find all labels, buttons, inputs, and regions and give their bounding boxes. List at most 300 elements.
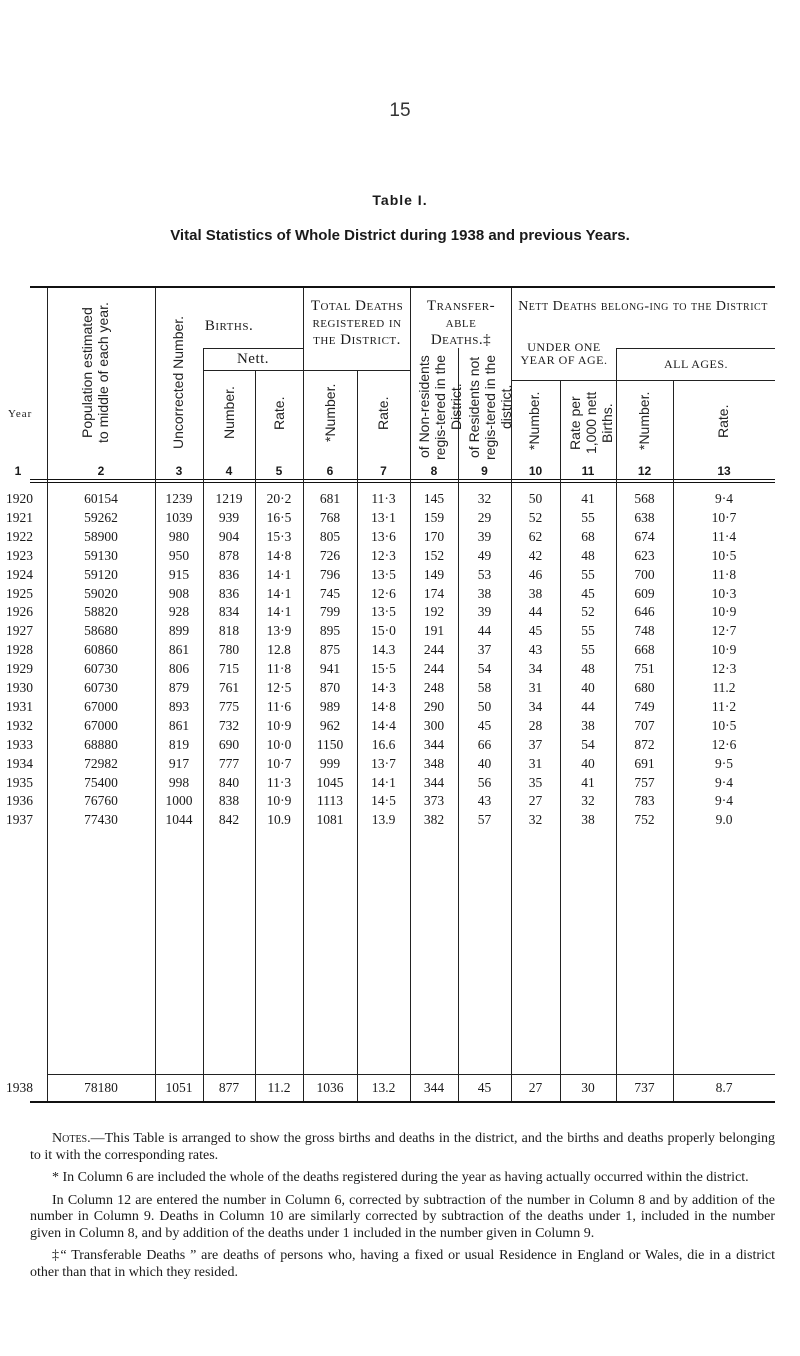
cell-residents-not: 40: [477, 755, 492, 771]
cell-population: 58820: [84, 604, 118, 620]
cell-nett-births-rate: 13·9: [266, 623, 292, 639]
cell-uncorrected-births: 861: [168, 642, 190, 658]
cell-deaths-number: 1113: [317, 793, 343, 809]
cell-nett-births-number: 775: [218, 698, 240, 714]
cell-non-residents: 373: [423, 793, 445, 809]
cell-nett-births-number: 690: [218, 736, 240, 752]
column-number: 5: [275, 464, 283, 478]
cell-year: 1925: [6, 585, 33, 601]
cell-population: 58900: [84, 528, 118, 544]
cell-nett-births-rate: 10.9: [267, 812, 291, 828]
cell-uncorrected-births: 998: [168, 774, 190, 790]
deaths-number-header: *Number.: [322, 383, 338, 443]
cell-nett-births-number: 836: [218, 566, 240, 582]
cell-deaths-rate: 15·5: [371, 661, 396, 677]
cell-all-ages-number: 638: [634, 509, 655, 525]
cell-deaths-number: 796: [319, 566, 341, 582]
cell-uncorrected-births: 806: [168, 661, 190, 677]
cell-nett-births-number: 877: [218, 1080, 240, 1095]
cell-under-one-number: 31: [528, 680, 543, 695]
cell-nett-births-rate: 12.8: [267, 642, 291, 658]
cell-nett-births-number: 761: [218, 680, 240, 695]
cell-non-residents: 244: [423, 642, 445, 658]
cell-residents-not: 39: [477, 528, 492, 544]
cell-population: 60154: [84, 491, 118, 506]
cell-residents-not: 58: [477, 680, 492, 695]
nett-sub-rule: [203, 370, 303, 371]
cell-all-ages-rate: 8.7: [715, 1080, 733, 1095]
notes-label: Notes.: [52, 1131, 91, 1146]
cell-uncorrected-births: 1039: [165, 509, 193, 525]
cell-population: 59120: [84, 566, 118, 582]
cell-non-residents: 248: [423, 680, 445, 695]
top-rule: [30, 286, 775, 288]
cell-under-one-number: 62: [528, 528, 543, 544]
cell-nett-births-number: 715: [218, 661, 240, 677]
cell-residents-not: 49: [477, 547, 492, 563]
cell-nett-births-number: 838: [218, 793, 240, 809]
column-number: 12: [637, 464, 652, 478]
cell-deaths-number: 1036: [316, 1080, 344, 1095]
cell-all-ages-rate: 9·4: [715, 774, 733, 790]
cell-year: 1936: [6, 793, 33, 809]
cell-all-ages-number: 707: [634, 717, 655, 733]
cell-population: 60860: [84, 642, 118, 658]
cell-all-ages-rate: 10·7: [711, 509, 737, 525]
cell-population: 78180: [84, 1080, 118, 1095]
all-ages-rate-header: Rate.: [715, 404, 731, 438]
cell-year: 1938: [6, 1080, 33, 1095]
cell-under-one-rate: 55: [581, 623, 595, 639]
cell-all-ages-rate: 10·5: [711, 717, 737, 733]
bottom-rule: [30, 1101, 775, 1103]
cell-all-ages-rate: 11.2: [712, 680, 736, 695]
all-ages-header: ALL AGES.: [663, 357, 729, 371]
cell-uncorrected-births: 861: [168, 717, 190, 733]
note-1-text: —This Table is arranged to show the gross births and deaths in the district, and the births and deaths properly belonging to it with the corresponding rates.: [30, 1131, 775, 1163]
cell-nett-births-number: 840: [218, 774, 240, 790]
cell-under-one-number: 52: [528, 509, 543, 525]
uncorrected-number-header: Uncorrected Number.: [170, 315, 186, 449]
cell-year: 1933: [6, 736, 33, 752]
under-one-sub-rule: [511, 380, 616, 381]
cell-under-one-number: 31: [528, 755, 543, 771]
cell-uncorrected-births: 879: [168, 680, 190, 695]
cell-year: 1927: [6, 623, 33, 639]
cell-non-residents: 382: [423, 812, 445, 828]
cell-nett-births-number: 878: [218, 547, 240, 563]
cell-nett-births-rate: 14·1: [266, 604, 292, 620]
cell-population: 72982: [84, 755, 118, 771]
cell-under-one-number: 44: [528, 604, 543, 620]
cell-under-one-rate: 68: [581, 528, 595, 544]
cell-population: 59130: [84, 547, 118, 563]
cell-population: 77430: [84, 812, 118, 828]
cell-deaths-number: 799: [319, 604, 341, 620]
cell-all-ages-number: 668: [634, 642, 655, 658]
row-1937-rule: [47, 1074, 775, 1075]
cell-nett-births-rate: 14·1: [266, 585, 292, 601]
column-number: 10: [528, 464, 543, 478]
cell-residents-not: 43: [477, 793, 492, 809]
column-number: 3: [175, 464, 183, 478]
cell-uncorrected-births: 899: [168, 623, 190, 639]
cell-deaths-rate: 14·8: [371, 698, 396, 714]
cell-under-one-number: 38: [528, 585, 543, 601]
note-1: [30, 1131, 775, 1164]
cell-nett-births-number: 818: [218, 623, 240, 639]
cell-deaths-number: 745: [319, 585, 341, 601]
under-one-number-header: *Number.: [526, 391, 542, 451]
transferable-deaths-header: Transfer-able Deaths.‡: [426, 298, 496, 348]
column-number: 13: [717, 464, 731, 478]
note-4: ‡“ Transferable Deaths ” are deaths of persons who, having a fixed or usual Residence in England or Wales, die in a district other than that in which they resided.: [30, 1248, 775, 1280]
cell-nett-births-rate: 20·2: [266, 491, 292, 506]
cell-all-ages-rate: 10·9: [711, 642, 737, 658]
deaths-sub-rule: [303, 370, 410, 371]
cell-nett-births-rate: 16·5: [266, 509, 292, 525]
cell-all-ages-rate: 11·4: [711, 528, 737, 544]
cell-non-residents: 149: [423, 566, 445, 582]
cell-uncorrected-births: 928: [168, 604, 190, 620]
cell-nett-births-rate: 14·8: [266, 547, 292, 563]
cell-uncorrected-births: 819: [168, 736, 190, 752]
cell-residents-not: 44: [477, 623, 492, 639]
cell-year: 1929: [6, 661, 33, 677]
rate-per-1000-header: Rate per 1,000 nett Births.: [567, 391, 615, 455]
cell-under-one-rate: 41: [581, 491, 595, 506]
cell-year: 1932: [6, 717, 33, 733]
nett-header: Nett.: [236, 351, 270, 367]
cell-nett-births-number: 939: [218, 509, 240, 525]
cell-non-residents: 344: [423, 736, 445, 752]
cell-residents-not: 45: [477, 1080, 492, 1095]
cell-all-ages-rate: 10·9: [711, 604, 737, 620]
cell-under-one-rate: 48: [581, 661, 595, 677]
cell-under-one-number: 27: [528, 1080, 543, 1095]
cell-deaths-rate: 14·4: [371, 717, 396, 733]
cell-non-residents: 290: [423, 698, 445, 714]
cell-nett-births-number: 732: [218, 717, 240, 733]
cell-residents-not: 56: [477, 774, 492, 790]
total-deaths-header: Total Deaths registered in the District.: [310, 298, 404, 348]
cell-uncorrected-births: 908: [168, 585, 190, 601]
all-ages-number-header: *Number.: [636, 391, 652, 451]
cell-deaths-rate: 16.6: [371, 736, 396, 752]
cell-deaths-rate: 13.9: [371, 812, 396, 828]
births-header: Births.: [204, 318, 254, 334]
cell-nett-births-number: 842: [218, 812, 240, 828]
cell-deaths-number: 1081: [316, 812, 344, 828]
nett-rate-header: Rate.: [271, 396, 287, 430]
cell-under-one-number: 43: [528, 642, 543, 658]
cell-uncorrected-births: 917: [168, 755, 190, 771]
cell-nett-births-number: 836: [218, 585, 240, 601]
cell-year: 1923: [6, 547, 33, 563]
cell-deaths-number: 895: [319, 623, 341, 639]
cell-deaths-rate: 14·1: [371, 774, 396, 790]
cell-residents-not: 50: [477, 698, 492, 714]
cell-all-ages-rate: 9·5: [715, 755, 733, 771]
cell-deaths-number: 768: [319, 509, 341, 525]
cell-residents-not: 32: [477, 491, 492, 506]
cell-under-one-rate: 55: [581, 566, 595, 582]
cell-all-ages-number: 748: [634, 623, 655, 639]
cell-year: 1928: [6, 642, 33, 658]
cell-non-residents: 191: [423, 623, 445, 639]
all-ages-sub-rule: [616, 380, 775, 381]
cell-residents-not: 66: [477, 736, 492, 752]
population-header: Population estimated to middle of each year.: [79, 302, 111, 443]
cell-all-ages-number: 680: [634, 680, 655, 695]
cell-deaths-number: 870: [319, 680, 341, 695]
cell-all-ages-number: 700: [634, 566, 655, 582]
cell-year: 1930: [6, 680, 33, 695]
cell-uncorrected-births: 950: [168, 547, 190, 563]
cell-all-ages-rate: 12·6: [711, 736, 737, 752]
cell-uncorrected-births: 980: [168, 528, 190, 544]
cell-non-residents: 159: [423, 509, 445, 525]
cell-all-ages-rate: 9.0: [715, 812, 733, 828]
cell-all-ages-rate: 11·2: [711, 698, 737, 714]
cell-under-one-rate: 38: [581, 717, 595, 733]
cell-deaths-rate: 13·6: [371, 528, 396, 544]
cell-all-ages-number: 872: [634, 736, 655, 752]
cell-under-one-rate: 52: [581, 604, 595, 620]
cell-under-one-rate: 41: [581, 774, 595, 790]
cell-under-one-rate: 54: [581, 736, 595, 752]
cell-deaths-number: 962: [319, 717, 341, 733]
cell-non-residents: 145: [423, 491, 445, 506]
cell-under-one-number: 27: [528, 793, 543, 809]
cell-under-one-number: 50: [528, 491, 543, 506]
cell-population: 76760: [84, 793, 118, 809]
cell-non-residents: 348: [423, 755, 445, 771]
cell-year: 1922: [6, 528, 33, 544]
cell-all-ages-rate: 10·5: [711, 547, 737, 563]
cell-residents-not: 39: [477, 604, 492, 620]
column-number: 9: [481, 464, 488, 478]
cell-uncorrected-births: 1000: [165, 793, 193, 809]
cell-year: 1920: [6, 491, 33, 506]
cell-deaths-number: 726: [319, 547, 341, 563]
cell-nett-births-rate: 15·3: [266, 528, 292, 544]
cell-all-ages-number: 691: [634, 755, 655, 771]
cell-under-one-number: 34: [528, 698, 543, 714]
cell-deaths-number: 989: [319, 698, 341, 714]
cell-under-one-number: 28: [528, 717, 543, 733]
data-top-rule: [30, 482, 775, 483]
cell-all-ages-number: 674: [634, 528, 655, 544]
cell-non-residents: 192: [423, 604, 445, 620]
cell-all-ages-number: 609: [634, 585, 655, 601]
deaths-rate-header: Rate.: [375, 396, 391, 430]
column-number: 4: [225, 464, 233, 478]
cell-under-one-rate: 40: [581, 755, 595, 771]
column-number: 11: [581, 464, 595, 478]
cell-deaths-rate: 12·6: [371, 585, 396, 601]
cell-under-one-rate: 32: [581, 793, 595, 809]
cell-all-ages-rate: 12·7: [711, 623, 737, 639]
cell-deaths-rate: 11·3: [371, 491, 396, 506]
cell-year: 1934: [6, 755, 33, 771]
cell-deaths-rate: 13·7: [371, 755, 396, 771]
cell-deaths-number: 1150: [316, 736, 344, 752]
cell-population: 67000: [84, 698, 118, 714]
cell-deaths-number: 1045: [316, 774, 344, 790]
cell-nett-births-rate: 10·9: [266, 717, 292, 733]
cell-under-one-rate: 55: [581, 642, 595, 658]
cell-year: 1931: [6, 698, 33, 714]
cell-all-ages-rate: 9·4: [715, 793, 733, 809]
cell-under-one-rate: 30: [581, 1080, 595, 1095]
cell-deaths-number: 999: [319, 755, 341, 771]
cell-non-residents: 244: [423, 661, 445, 677]
cell-under-one-rate: 55: [581, 509, 595, 525]
non-residents-header: of Non-residents regis-tered in the District.: [416, 354, 464, 460]
cell-residents-not: 29: [477, 509, 492, 525]
note-3: In Column 12 are entered the number in Column 6, corrected by subtraction of the number in Column 8 and by addition of the number in Column 9. Deaths in Column 10 are similarly corrected by subtraction of the deaths under 1, included in the number given in Column 8, and by addition of the deaths under 1 included in the number given in Column 9.: [30, 1192, 775, 1241]
cell-deaths-rate: 13·5: [371, 604, 396, 620]
cell-residents-not: 54: [477, 661, 492, 677]
cell-all-ages-number: 623: [634, 547, 655, 563]
column-number: 8: [430, 464, 438, 478]
cell-under-one-number: 32: [528, 812, 543, 828]
cell-under-one-number: 34: [528, 661, 543, 677]
cell-non-residents: 152: [423, 547, 445, 563]
cell-non-residents: 174: [423, 585, 445, 601]
notes-section: [30, 1131, 775, 1287]
cell-non-residents: 300: [423, 717, 445, 733]
column-number: 6: [326, 464, 334, 478]
cell-uncorrected-births: 915: [168, 566, 190, 582]
cell-nett-births-number: 1219: [215, 491, 243, 506]
cell-uncorrected-births: 1044: [165, 812, 193, 828]
residents-not-header: of Residents not regis-tered in the district.: [466, 354, 514, 460]
cell-all-ages-number: 752: [634, 812, 655, 828]
cell-nett-births-rate: 10·0: [266, 736, 292, 752]
cell-year: 1937: [6, 812, 33, 828]
cell-nett-births-rate: 11·3: [266, 774, 292, 790]
cell-deaths-number: 681: [319, 491, 341, 506]
cell-uncorrected-births: 893: [168, 698, 190, 714]
note-2: * In Column 6 are included the whole of the deaths registered during the year as having actually occurred within the district.: [52, 1170, 749, 1185]
births-sub-rule: [203, 348, 303, 349]
cell-nett-births-number: 780: [218, 642, 240, 658]
cell-under-one-rate: 38: [581, 812, 595, 828]
cell-deaths-rate: 13·5: [371, 566, 396, 582]
column-number: 7: [380, 464, 387, 478]
cell-non-residents: 344: [423, 1080, 445, 1095]
cell-deaths-number: 805: [319, 528, 341, 544]
cell-residents-not: 45: [477, 717, 492, 733]
page-number: 15: [389, 100, 411, 121]
cell-nett-births-rate: 14·1: [266, 566, 292, 582]
cell-all-ages-number: 737: [634, 1080, 655, 1095]
cell-non-residents: 170: [423, 528, 445, 544]
cell-all-ages-number: 751: [634, 661, 655, 677]
cell-under-one-number: 37: [528, 736, 543, 752]
cell-under-one-number: 35: [528, 774, 543, 790]
table-title: Table I.: [372, 192, 428, 208]
cell-deaths-rate: 14·3: [371, 680, 396, 695]
cell-deaths-rate: 12·3: [371, 547, 396, 563]
cell-all-ages-rate: 9·4: [715, 491, 733, 506]
cell-residents-not: 53: [477, 566, 492, 582]
cell-residents-not: 57: [477, 812, 492, 828]
cell-population: 68880: [84, 736, 118, 752]
cell-uncorrected-births: 1239: [165, 491, 193, 506]
column-number: 1: [14, 464, 22, 478]
cell-year: 1935: [6, 774, 33, 790]
cell-under-one-number: 42: [528, 547, 543, 563]
cell-nett-births-number: 777: [218, 755, 240, 771]
under-one-header: UNDER ONE YEAR OF AGE.: [520, 340, 608, 367]
cell-nett-births-number: 904: [218, 528, 240, 544]
cell-deaths-rate: 14·5: [371, 793, 396, 809]
cell-deaths-number: 941: [319, 661, 341, 677]
header-bottom-rule: [30, 479, 775, 480]
cell-residents-not: 38: [477, 585, 492, 601]
nett-deaths-header: Nett Deaths belong-ing to the District: [518, 299, 768, 314]
column-number: 2: [97, 464, 105, 478]
cell-deaths-rate: 15·0: [371, 623, 396, 639]
cell-nett-births-rate: 11·8: [266, 661, 292, 677]
nett-number-header: Number.: [221, 386, 237, 440]
cell-under-one-rate: 45: [581, 585, 595, 601]
cell-all-ages-rate: 12·3: [711, 661, 737, 677]
cell-nett-births-rate: 11.2: [267, 1080, 291, 1095]
cell-population: 67000: [84, 717, 118, 733]
cell-residents-not: 37: [477, 642, 492, 658]
nett-deaths-sub-rule: [616, 348, 775, 349]
cell-all-ages-number: 568: [634, 491, 655, 506]
cell-year: 1921: [6, 509, 33, 525]
cell-non-residents: 344: [423, 774, 445, 790]
cell-under-one-rate: 44: [581, 698, 595, 714]
cell-nett-births-rate: 10·7: [266, 755, 292, 771]
year-header: Year: [8, 408, 33, 420]
cell-nett-births-rate: 12·5: [266, 680, 292, 695]
cell-under-one-rate: 48: [581, 547, 595, 563]
cell-all-ages-rate: 10·3: [711, 585, 737, 601]
cell-population: 75400: [84, 774, 118, 790]
cell-all-ages-number: 646: [634, 604, 655, 620]
cell-deaths-rate: 13.2: [371, 1080, 396, 1095]
cell-population: 60730: [84, 661, 118, 677]
cell-uncorrected-births: 1051: [165, 1080, 193, 1095]
cell-population: 60730: [84, 680, 118, 695]
cell-population: 59020: [84, 585, 118, 601]
cell-deaths-number: 875: [319, 642, 341, 658]
table-subtitle: Vital Statistics of Whole District during 1938 and previous Years.: [170, 227, 630, 244]
cell-under-one-number: 46: [528, 566, 543, 582]
cell-population: 58680: [84, 623, 118, 639]
cell-deaths-rate: 13·1: [371, 509, 396, 525]
cell-deaths-rate: 14.3: [371, 642, 396, 658]
cell-under-one-number: 45: [528, 623, 543, 639]
cell-nett-births-rate: 10·9: [266, 793, 292, 809]
cell-all-ages-number: 749: [634, 698, 655, 714]
cell-all-ages-rate: 11·8: [711, 566, 737, 582]
cell-year: 1926: [6, 604, 33, 620]
cell-all-ages-number: 757: [634, 774, 655, 790]
cell-nett-births-number: 834: [218, 604, 240, 620]
cell-population: 59262: [84, 509, 118, 525]
cell-nett-births-rate: 11·6: [266, 698, 292, 714]
cell-all-ages-number: 783: [634, 793, 655, 809]
cell-year: 1924: [6, 566, 33, 582]
